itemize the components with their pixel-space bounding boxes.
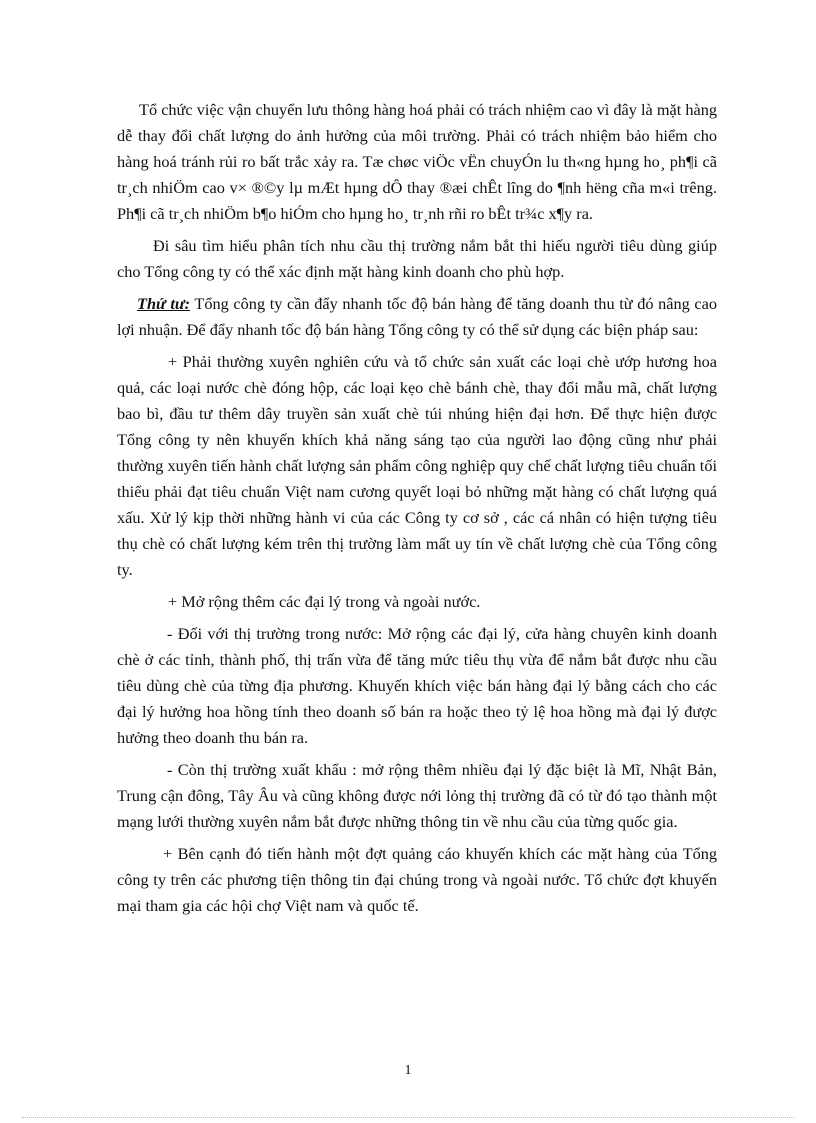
paragraph-text: Tổ chức việc vận chuyển lưu thông hàng hoá phải có trách nhiệm cao vì đây là mặt hàng dễ thay đổi chất lượng do ảnh hưởng của môi trường. Phải có trách nhiệm bảo hiểm cho hàng hoá tránh rủi ro bất trắc xảy ra. Tæ chøc viÖc vËn chuyÓn lu th«ng hµng ho¸ ph¶i cã tr¸ch nhiÖm cao v× ®©y lµ mÆt hµng dÔ thay ®æi chÊt lîng do ¶nh hëng cña m«i trêng. Ph¶i cã tr¸ch nhiÖm b¶o hiÓm cho hµng ho¸ tr¸nh rñi ro bÊt tr¾c x¶y ra. bbox=[117, 100, 717, 223]
section-label: Thứ tư: bbox=[137, 294, 191, 313]
paragraph-text: - Đối với thị trường trong nước: Mở rộng các đại lý, cửa hàng chuyên kinh doanh chè ở các tỉnh, thành phố, thị trấn vừa để tăng mức tiêu thụ vừa để nắm bắt được nhu cầu tiêu dùng chè của từng địa phương. Khuyến khích việc bán hàng đại lý bằng cách cho các đại lý hưởng hoa hồng tính theo doanh số bán ra hoặc theo tỷ lệ hoa hồng mà đại lý được hưởng theo doanh thu bán ra. bbox=[117, 624, 717, 747]
paragraph-advertising bbox=[117, 841, 717, 919]
paragraph-product-research bbox=[117, 349, 717, 583]
paragraph-text: Tổng công ty cần đẩy nhanh tốc độ bán hàng để tăng doanh thu từ đó nâng cao lợi nhuận. Để đẩy nhanh tốc độ bán hàng Tổng công ty có thể sử dụng các biện pháp sau: bbox=[117, 294, 717, 339]
document-body bbox=[117, 97, 717, 925]
paragraph-market-research bbox=[117, 233, 717, 285]
paragraph-text: + Phải thường xuyên nghiên cứu và tổ chức sản xuất các loại chè ướp hương hoa quả, các loại nước chè đóng hộp, các loại kẹo chè bánh chè, thay đổi mẫu mã, chất lượng bao bì, đầu tư thêm dây truyền sản xuất chè túi nhúng hiện đại hơn. Để thực hiện được Tổng công ty nên khuyến khích khả năng sáng tạo của người lao động cũng như phải thường xuyên tiến hành chất lượng sản phẩm công nghiệp quy chế chất lượng tiêu chuẩn tối thiểu phải đạt tiêu chuẩn Việt nam cương quyết loại bỏ những mặt hàng có chất lượng quá xấu. Xử lý kịp thời những hành vi của các Công ty cơ sở , các cá nhân có hiện tượng tiêu thụ chè có chất lượng kém trên thị trường làm mất uy tín về chất lượng chè của Tổng công ty. bbox=[117, 352, 717, 579]
paragraph-text: + Bên cạnh đó tiến hành một đợt quảng cáo khuyến khích các mặt hàng của Tổng công ty trên các phương tiện thông tin đại chúng trong và ngoài nước. Tổ chức đợt khuyến mại tham gia các hội chợ Việt nam và quốc tế. bbox=[117, 844, 717, 915]
paragraph-text: - Còn thị trường xuất khẩu : mở rộng thêm nhiều đại lý đặc biệt là Mĩ, Nhật Bản, Trung cận đông, Tây Âu và cũng không được nới lỏng thị trường đã có từ đó tạo thành một mạng lưới thường xuyên nắm bắt được những thông tin về nhu cầu của từng quốc gia. bbox=[117, 760, 717, 831]
footer-divider bbox=[22, 1117, 794, 1118]
paragraph-expand-agents bbox=[117, 589, 717, 615]
page-number: 1 bbox=[404, 1063, 412, 1078]
paragraph-text: + Mở rộng thêm các đại lý trong và ngoài nước. bbox=[168, 592, 481, 611]
paragraph-text: Đi sâu tìm hiểu phân tích nhu cầu thị trường nắm bắt thi hiếu người tiêu dùng giúp cho Tổng công ty có thể xác định mặt hàng kinh doanh cho phù hợp. bbox=[117, 236, 717, 281]
paragraph-export-market bbox=[117, 757, 717, 835]
paragraph-domestic-market bbox=[117, 621, 717, 751]
paragraph-transport bbox=[117, 97, 717, 227]
paragraph-fourth bbox=[117, 291, 717, 343]
